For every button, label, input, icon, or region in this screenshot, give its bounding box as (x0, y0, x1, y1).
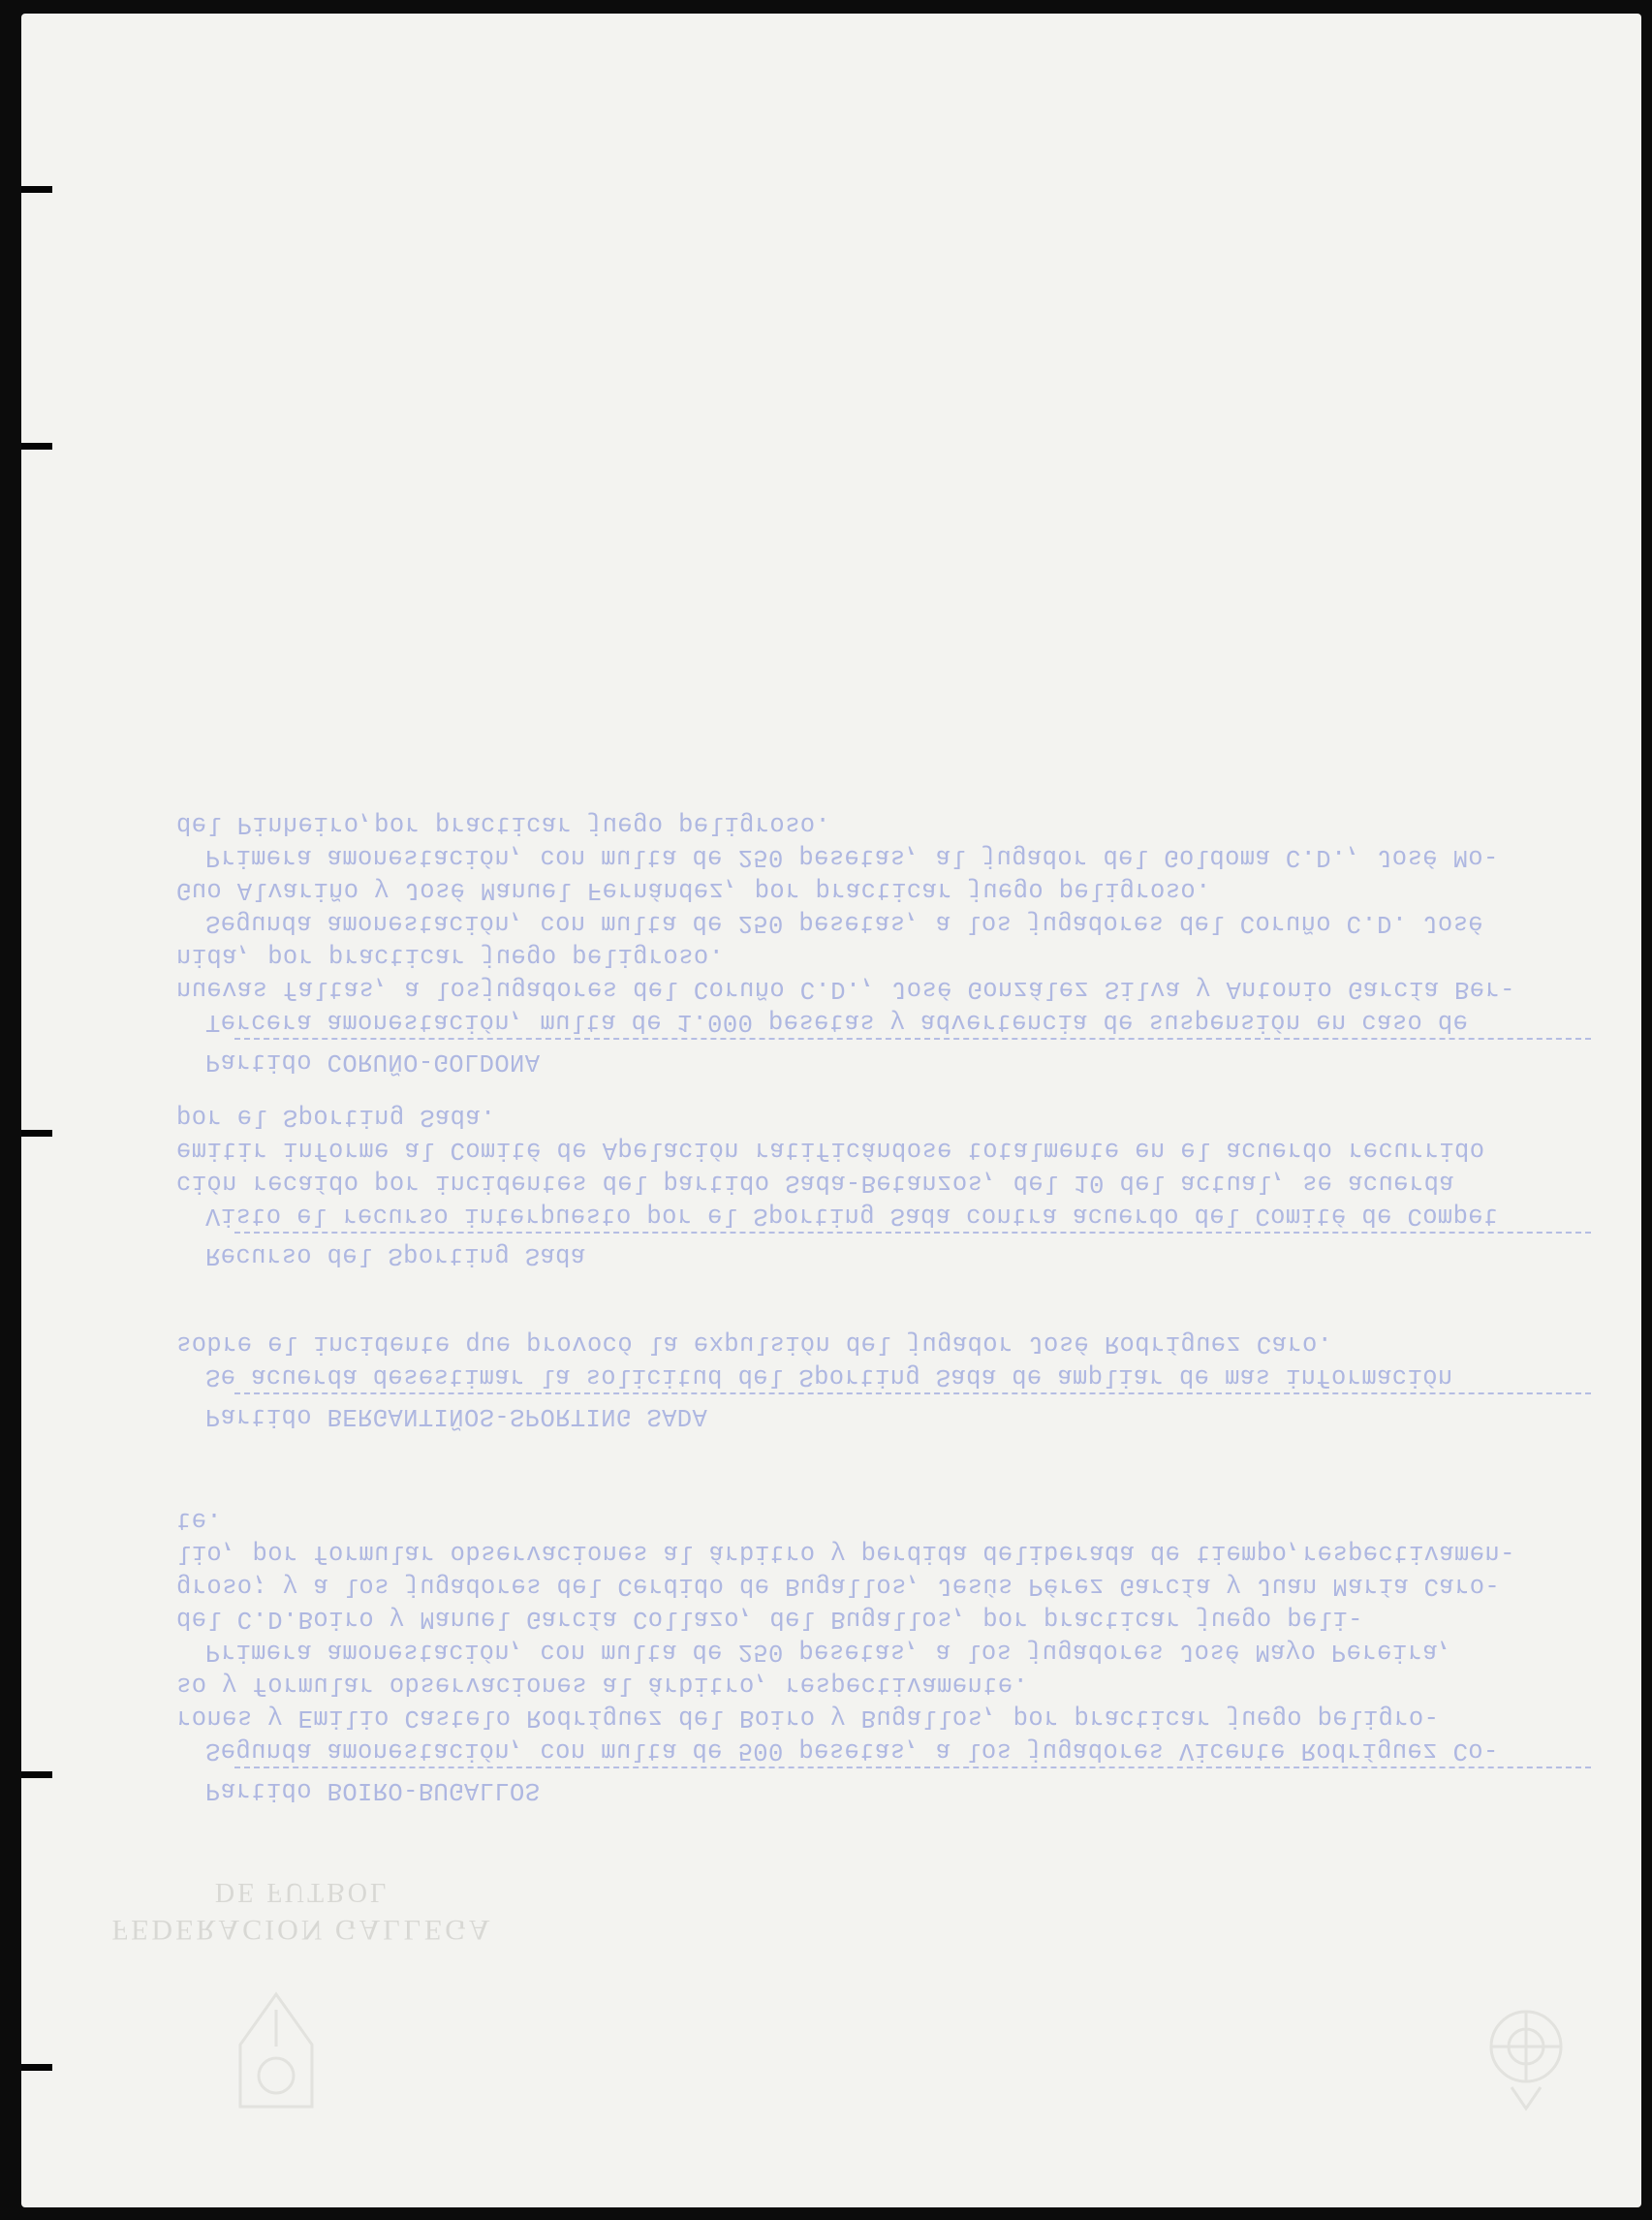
text-line: nida, por practicar juego peligroso. (176, 942, 725, 970)
text-line: te. (176, 1506, 223, 1534)
text-line: del C.D.Boiro y Manuel García Collazo, del Bugallos, por practicar juego peli- (176, 1605, 1363, 1633)
text-line: por el Sporting Sada. (176, 1103, 496, 1131)
heading-text: Partido BERGANTIÑOS-SPORTING SADA (205, 1402, 708, 1430)
text-line: Tercera amonestación, multa de 1.000 pesetas y advertencia de suspensión en caso de (205, 1008, 1469, 1036)
text-line: emitir informe al Comité de Apelación ratificándose totalmente en el acuerdo recurrido (176, 1136, 1485, 1164)
text-line: rones y Emilio Castelo Rodríguez del Boiro y Bugallos, por practicar juego peligro- (176, 1704, 1440, 1732)
heading-underline (234, 1767, 1591, 1768)
text-line: Segunda amonestación, con multa de 250 pesetas, a los jugadores del Coruño C.D. José (205, 909, 1484, 937)
text-line: sobre el incidente que provocó la expulsión del jugador José Rodríguez Caro. (176, 1329, 1333, 1358)
paragraph-coruno-goldona (176, 807, 1591, 1078)
text-line: nuevas faltas, a losjugadores del Coruño C.D., José González Silva y Antonio García Ber- (176, 975, 1515, 1003)
text-line: Segunda amonestación, con multa de 500 pesetas, a los jugadores Vicente Rodríguez Co- (205, 1736, 1499, 1765)
text-line: Guo Alvariño y José Manuel Fernández, por practicar juego peligroso. (176, 876, 1211, 904)
heading-underline (234, 1232, 1591, 1234)
document-page (21, 14, 1641, 2207)
heading-text: Partido CORUÑO-GOLDONA (205, 1047, 541, 1076)
text-line: so y formular observaciones al árbitro, respectivamente. (176, 1671, 1029, 1699)
federation-crest-icon (233, 1990, 320, 2126)
text-line: Se acuerda desestimar la solicitud del Sporting Sada de ampliar de mas información (205, 1362, 1453, 1391)
football-emblem-icon (1482, 2000, 1570, 2116)
text-line: Primera amonestación, con multa de 250 pesetas, a los jugadores José Mayo Pereira, (205, 1638, 1453, 1666)
watermark-line: FEDERACION GALLEGA (111, 1914, 493, 1946)
text-line: del Pinheiro,por practicar juego peligroso. (176, 810, 831, 838)
text-line: ción recaído por incidentes del partido Sada-Betanzos, del 10 del actual, se acuerda (176, 1169, 1455, 1197)
heading-underline (234, 1392, 1591, 1394)
heading-underline (234, 1038, 1591, 1040)
paragraph-recurso-sporting-sada (176, 1100, 1591, 1271)
paragraph-bergantinos-sporting-sada (176, 1327, 1591, 1432)
heading-text: Recurso del Sporting Sada (205, 1241, 586, 1269)
paragraph-heading (176, 1038, 1591, 1078)
paragraph-heading (176, 1232, 1591, 1271)
watermark-line: DE FUTBOL (214, 1877, 390, 1907)
paragraph-heading (176, 1392, 1591, 1432)
paragraph-boiro-bugallos (176, 1503, 1591, 1806)
text-line: Primera amonestación, con multa de 250 pesetas, al jugador del Goldoma C.D., José Mo- (205, 843, 1499, 871)
text-line: Visto el recurso interpuesto por el Sporting Sada contra acuerdo del Comité de Compet (205, 1202, 1499, 1230)
text-line: lio, por formular observaciones al árbitro y perdida deliberada de tiempo,respectivamen- (176, 1539, 1515, 1567)
heading-text: Partido BOIRO-BUGALLOS (205, 1776, 541, 1804)
paragraph-heading (176, 1767, 1591, 1806)
text-line: groso; y a los jugadores del Cerdido de Bugallos, Jesús Pérez García y Juan María Caro- (176, 1572, 1501, 1600)
